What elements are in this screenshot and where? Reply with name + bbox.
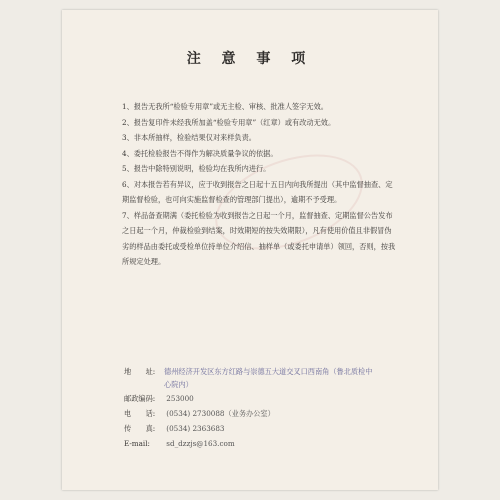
notice-list	[122, 99, 397, 270]
postcode-label: 邮政编码:	[124, 394, 156, 403]
notice-item: 6、对本报告若有异议，应于收到报告之日起十五日内向我所提出（其中监督抽查、定期监督检验，也可向实施监督检查的管理部门提出），逾期不予受理。	[122, 179, 393, 204]
phone-row	[124, 406, 414, 421]
email-row	[124, 436, 414, 451]
notice-item: 3、非本所抽样，检验结果仅对来样负责。	[122, 133, 256, 142]
fax-label: 传 真:	[124, 424, 156, 433]
notice-item: 2、报告复印件未经我所加盖“检验专用章”（红章）或有改动无效。	[122, 117, 336, 127]
email-label: E-mail:	[124, 439, 150, 448]
fax-value: (0534) 2363683	[166, 424, 225, 433]
fax-row	[124, 421, 414, 436]
address-row	[124, 364, 414, 391]
contact-info	[124, 364, 414, 451]
notice-item: 1、报告无我所“检验专用章”或无主检、审核、批准人签字无效。	[122, 102, 328, 111]
address-label: 地 址:	[124, 367, 156, 376]
notice-item: 7、样品备查期满（委托检验为收到报告之日起一个月，监督抽查、定期监督公告发布之日起一个月，仲裁检验到结案，时效期短的按失效期限），凡有使用价值且非假冒伪劣的样品由委托或受检单位持单位介绍信、抽样单（或委托申请单）领回，否则，按我所规定处理。	[122, 210, 396, 266]
email-value: sd_dzzjs@163.com	[166, 439, 235, 448]
postcode-row	[124, 391, 414, 406]
phone-value: (0534) 2730088（业务办公室）	[166, 409, 275, 418]
postcode-value: 253000	[166, 394, 194, 403]
phone-label: 电 话:	[124, 409, 156, 418]
document-page	[62, 10, 438, 490]
page-title: 注 意 事 项	[186, 51, 314, 67]
address-value: 德州经济开发区东方红路与崇德五大道交叉口西南角（鲁北质检中心院内）	[164, 367, 373, 389]
notice-item: 5、报告中除特别说明，检验均在我所内进行。	[122, 164, 271, 173]
notice-item: 4、委托检验报告不得作为解决质量争议的依据。	[122, 148, 278, 158]
